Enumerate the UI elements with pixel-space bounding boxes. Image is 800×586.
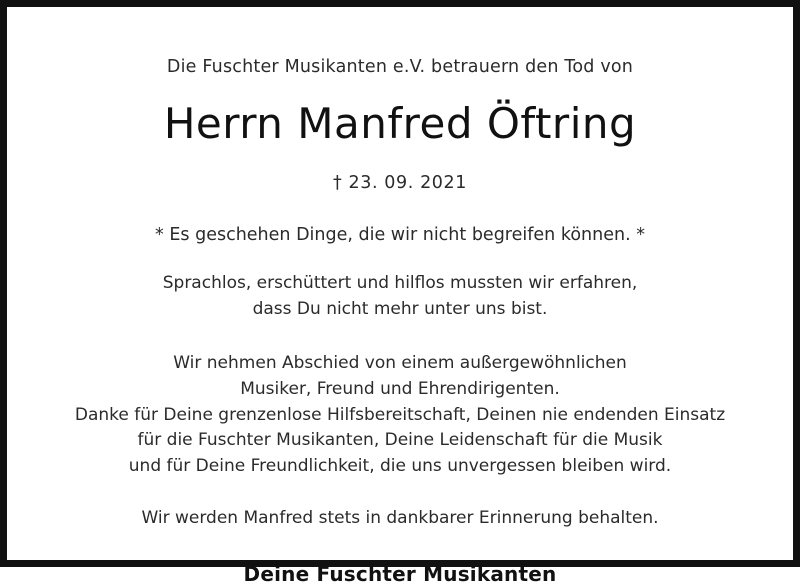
paragraph-two-line: Musiker, Freund und Ehrendirigenten. bbox=[240, 378, 560, 399]
paragraph-two bbox=[75, 351, 725, 480]
paragraph-two-line: Danke für Deine grenzenlose Hilfsbereitschaft, Deinen nie endenden Einsatz bbox=[74, 404, 726, 425]
paragraph-one bbox=[163, 271, 638, 323]
paragraph-one-line: Sprachlos, erschüttert und hilflos mussten wir erfahren, bbox=[162, 273, 638, 294]
death-date: † 23. 09. 2021 bbox=[332, 173, 468, 194]
deceased-name: Herrn Manfred Öftring bbox=[163, 99, 637, 148]
paragraph-three-line: Wir werden Manfred stets in dankbarer Erinnerung behalten. bbox=[141, 507, 659, 528]
paragraph-two-line: für die Fuschter Musikanten, Deine Leidenschaft für die Musik bbox=[137, 430, 663, 451]
paragraph-two-line: und für Deine Freundlichkeit, die uns unvergessen bleiben wird. bbox=[128, 456, 672, 477]
paragraph-two-line: Wir nehmen Abschied von einem außergewöhnlichen bbox=[173, 352, 627, 373]
signoff-text: Deine Fuschter Musikanten bbox=[243, 561, 557, 586]
paragraph-one-line: dass Du nicht mehr unter uns bist. bbox=[252, 299, 548, 320]
motto-text: * Es geschehen Dinge, die wir nicht begreifen können. * bbox=[155, 225, 645, 246]
intro-text: Die Fuschter Musikanten e.V. betrauern den Tod von bbox=[166, 57, 634, 77]
paragraph-three bbox=[141, 506, 658, 532]
